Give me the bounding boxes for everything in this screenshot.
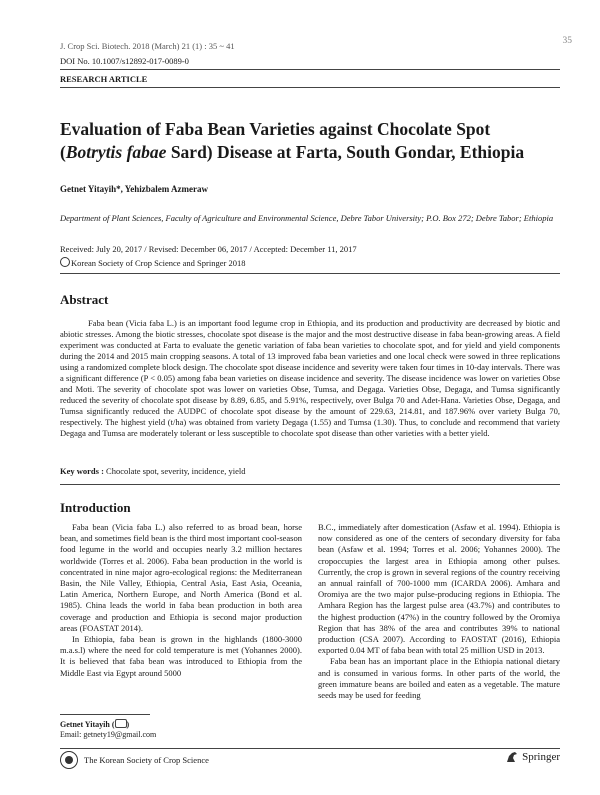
- article-type: RESEARCH ARTICLE: [60, 74, 148, 84]
- affiliation: Department of Plant Sciences, Faculty of Agriculture and Environmental Science, Debre Tabor University; P.O. Box 272; Debre Tabor; Ethiopia: [60, 213, 554, 223]
- title-line-1: Evaluation of Faba Bean Varieties against Chocolate Spot: [60, 119, 491, 139]
- copyright: [60, 257, 245, 268]
- doi[interactable]: DOI No. 10.1007/s12892-017-0089-0: [60, 56, 189, 66]
- abstract-text: Faba bean (Vicia faba L.) is an important food legume crop in Ethiopia, and its production and productivity are decreased by biotic and abiotic stresses. Among the biotic stresses, chocolate spot disease is the major and the most destructive disease in faba bean-growing areas. A field experiment was conducted at Farta to evaluate the genetic variation of faba bean varieties to chocolate spot, and for yield and yield components during the 2014 and 2015 main cropping seasons. A total of 13 improved faba bean varieties and one local check were sowed in three replications using a randomized complete block design. The chocolate spot disease incidence and severity were taken four times in 10-day intervals. There was a significant difference (P < 0.05) among faba bean varieties on disease incidence and severity. The disease incidence was lower on varieties Obse and Moti. The severity of chocolate spot was lower on varieties Obse, Tumsa, and Degaga. Varieties Obse, Degaga, and Tumsa significantly reduced the severity of chocolate spot disease by 8.89, 6.85, and 5.91%, respectively, over Bulga 70 and Adet-Hana. Varieties Obse, Degaga, and Tumsa significantly reduced the AUDPC of chocolate spot disease by the amount of 229.63, 214.81, and 187.96% over variety Bulga 70, respectively. The highest yield (t/ha) was obtained from variety Degaga (1.55) and Tumsa (1.30). Thus, to conclude and recommend that variety Degaga and Tumsa are moderately tolerant or less susceptible to chocolate spot disease than other varieties with a better yield.: [60, 318, 560, 438]
- column-left: [60, 522, 302, 679]
- paragraph: Faba bean has an important place in the Ethiopia national dietary and is consumed in various forms. In other parts of the world, the green immature beans are boiled and eaten as a vegetable. The mature seeds may be used for feeding: [318, 656, 560, 701]
- keywords: [60, 466, 245, 476]
- column-right: [318, 522, 560, 701]
- paragraph: B.C., immediately after domestication (Asfaw et al. 1994). Ethiopia is now considered as one of the centers of secondary diversity for faba bean (Asfaw et al. 1994; Torres et al. 2006; Yohannes 2000). The cropoccupies the largest area in Ethiopia among other pulses. Currently, the crop is grown in several regions of the country receiving an annual rainfall of 700-1000 mm (ICARDA 2006). Amhara and Oromiya are the two major pulse-producing regions in Ethiopia. The Amhara Region has the largest pulse area (43.7%) and contributes to the highest production (47%) in the country followed by the Oromiya Region that has 38% of the area and contributes 39% to national production (CSA 2007). According to FAOSTAT (2016), Ethiopia exported 0.04 MT of faba bean with total 25 million USD in 2013.: [318, 522, 560, 656]
- paragraph: In Ethiopia, faba bean is grown in the highlands (1800-3000 m.a.s.l) where the need for cold temperature is met (Yohannes 2000). It is believed that faba bean was introduced to Ethiopia from the Middle East via Egypt around 5000: [60, 634, 302, 678]
- publisher-name: Springer: [522, 751, 560, 763]
- society-seal-icon: [60, 751, 78, 769]
- paragraph: Faba bean (Vicia faba L.) also referred to as broad bean, horse bean, and sometimes field bean is the third most important cool-season food legume in the world and occupies nearly 3.2 million hectares worldwide (Torres et al. 2006). Faba bean production in the world is concentrated in nine major agro-ecological regions: the Mediterranean Basin, the Nile Valley, Ethiopia, Central Asia, East Asia, Oceania, Latin America, Northern Europe, and North America (Bond et al. 1985). China leads the world in faba bean production in both area coverage and production and Ethiopia is second major production areas (FOASTAT 2014).: [60, 522, 302, 633]
- springer-horse-icon: [505, 750, 519, 764]
- divider: [60, 87, 560, 88]
- keywords-label: Key words :: [60, 466, 104, 476]
- title-species: Botrytis fabae: [65, 142, 167, 162]
- footnote-divider: [60, 714, 150, 715]
- envelope-icon: [115, 719, 127, 728]
- corresponding-author: Getnet Yitayih ( ): [60, 720, 130, 729]
- springer-logo: [505, 750, 560, 764]
- authors: Getnet Yitayih*, Yehizbalem Azmeraw: [60, 184, 208, 194]
- abstract-heading: Abstract: [60, 292, 109, 307]
- publication-dates: Received: July 20, 2017 / Revised: December 06, 2017 / Accepted: December 11, 2017: [60, 244, 357, 254]
- title-line-2: Sard) Disease at Farta, South Gondar, Ethiopia: [166, 142, 525, 162]
- page-number: 35: [562, 36, 572, 46]
- keywords-list: Chocolate spot, severity, incidence, yield: [106, 466, 246, 476]
- copyright-icon: [60, 257, 70, 267]
- corresponding-author-name: Getnet Yitayih: [60, 720, 110, 729]
- introduction-heading: Introduction: [60, 500, 131, 515]
- society-logo: [60, 751, 209, 769]
- divider: [60, 273, 560, 274]
- divider: [60, 69, 560, 70]
- society-name: The Korean Society of Crop Science: [84, 755, 209, 765]
- journal-citation: J. Crop Sci. Biotech. 2018 (March) 21 (1) : 35 ~ 41: [60, 41, 235, 51]
- divider: [60, 748, 560, 749]
- article-title: [60, 118, 560, 164]
- author-email[interactable]: Email: getnety19@gmail.com: [60, 730, 157, 739]
- divider: [60, 484, 560, 485]
- copyright-text: Korean Society of Crop Science and Springer 2018: [71, 258, 246, 268]
- title-open-paren: (: [60, 142, 66, 162]
